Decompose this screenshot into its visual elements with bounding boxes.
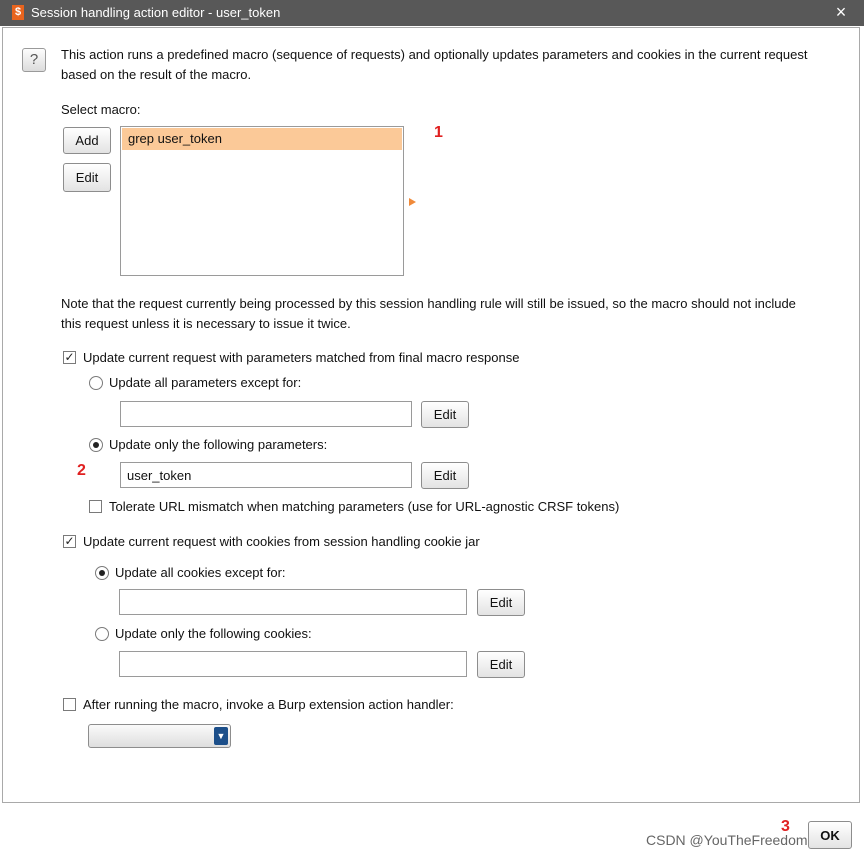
params-only-radio[interactable] — [89, 438, 103, 452]
params-all-except-input[interactable] — [120, 401, 412, 427]
annotation-2: 2 — [77, 462, 86, 479]
params-only-edit-button[interactable]: Edit — [421, 462, 469, 489]
extension-handler-checkbox[interactable] — [63, 698, 76, 711]
tolerate-url-checkbox[interactable] — [89, 500, 102, 513]
params-all-except-label: Update all parameters except for: — [109, 375, 302, 390]
annotation-3: 3 — [781, 818, 790, 835]
note-line1: Note that the request currently being processed by this session handling rule will still be issued, so the macro should not include — [61, 296, 796, 311]
watermark: CSDN @YouTheFreedom — [646, 832, 808, 848]
extension-handler-label: After running the macro, invoke a Burp extension action handler: — [83, 697, 454, 712]
cookies-only-radio[interactable] — [95, 627, 109, 641]
select-macro-label: Select macro: — [61, 102, 141, 117]
splitter-arrow-icon[interactable] — [409, 198, 416, 206]
add-macro-button[interactable]: Add — [63, 127, 111, 154]
edit-macro-button[interactable]: Edit — [63, 163, 111, 192]
macro-list-item-selected[interactable]: grep user_token — [122, 128, 402, 150]
ok-button[interactable]: OK — [808, 821, 852, 849]
cookies-only-edit-button[interactable]: Edit — [477, 651, 525, 678]
intro-text-line1: This action runs a predefined macro (sequence of requests) and optionally updates parameters and cookies in the current request — [61, 47, 808, 62]
dropdown-arrow-icon[interactable]: ▼ — [214, 727, 228, 745]
update-params-label: Update current request with parameters matched from final macro response — [83, 350, 520, 365]
params-all-except-radio[interactable] — [89, 376, 103, 390]
cookies-all-except-edit-button[interactable]: Edit — [477, 589, 525, 616]
cookies-only-label: Update only the following cookies: — [115, 626, 312, 641]
help-icon[interactable]: ? — [22, 48, 46, 72]
annotation-1: 1 — [434, 124, 443, 141]
cookies-all-except-radio[interactable] — [95, 566, 109, 580]
params-only-input[interactable] — [120, 462, 412, 488]
update-params-checkbox[interactable]: ✓ — [64, 350, 75, 364]
note-line2: this request unless it is necessary to issue it twice. — [61, 316, 351, 331]
cookies-all-except-label: Update all cookies except for: — [115, 565, 286, 580]
intro-text-line2: based on the result of the macro. — [61, 67, 252, 82]
update-cookies-checkbox[interactable]: ✓ — [64, 534, 75, 548]
extension-handler-select[interactable] — [88, 724, 231, 748]
macro-list[interactable] — [120, 126, 404, 276]
window-title: Session handling action editor - user_token — [31, 5, 281, 20]
close-icon[interactable]: × — [835, 2, 847, 22]
update-cookies-label: Update current request with cookies from session handling cookie jar — [83, 534, 480, 549]
cookies-only-input[interactable] — [119, 651, 467, 677]
cookies-all-except-input[interactable] — [119, 589, 467, 615]
title-bar — [0, 0, 864, 26]
params-all-except-edit-button[interactable]: Edit — [421, 401, 469, 428]
params-only-label: Update only the following parameters: — [109, 437, 328, 452]
tolerate-url-label: Tolerate URL mismatch when matching parameters (use for URL-agnostic CRSF tokens) — [109, 499, 620, 514]
burp-app-icon: $ — [12, 5, 24, 20]
